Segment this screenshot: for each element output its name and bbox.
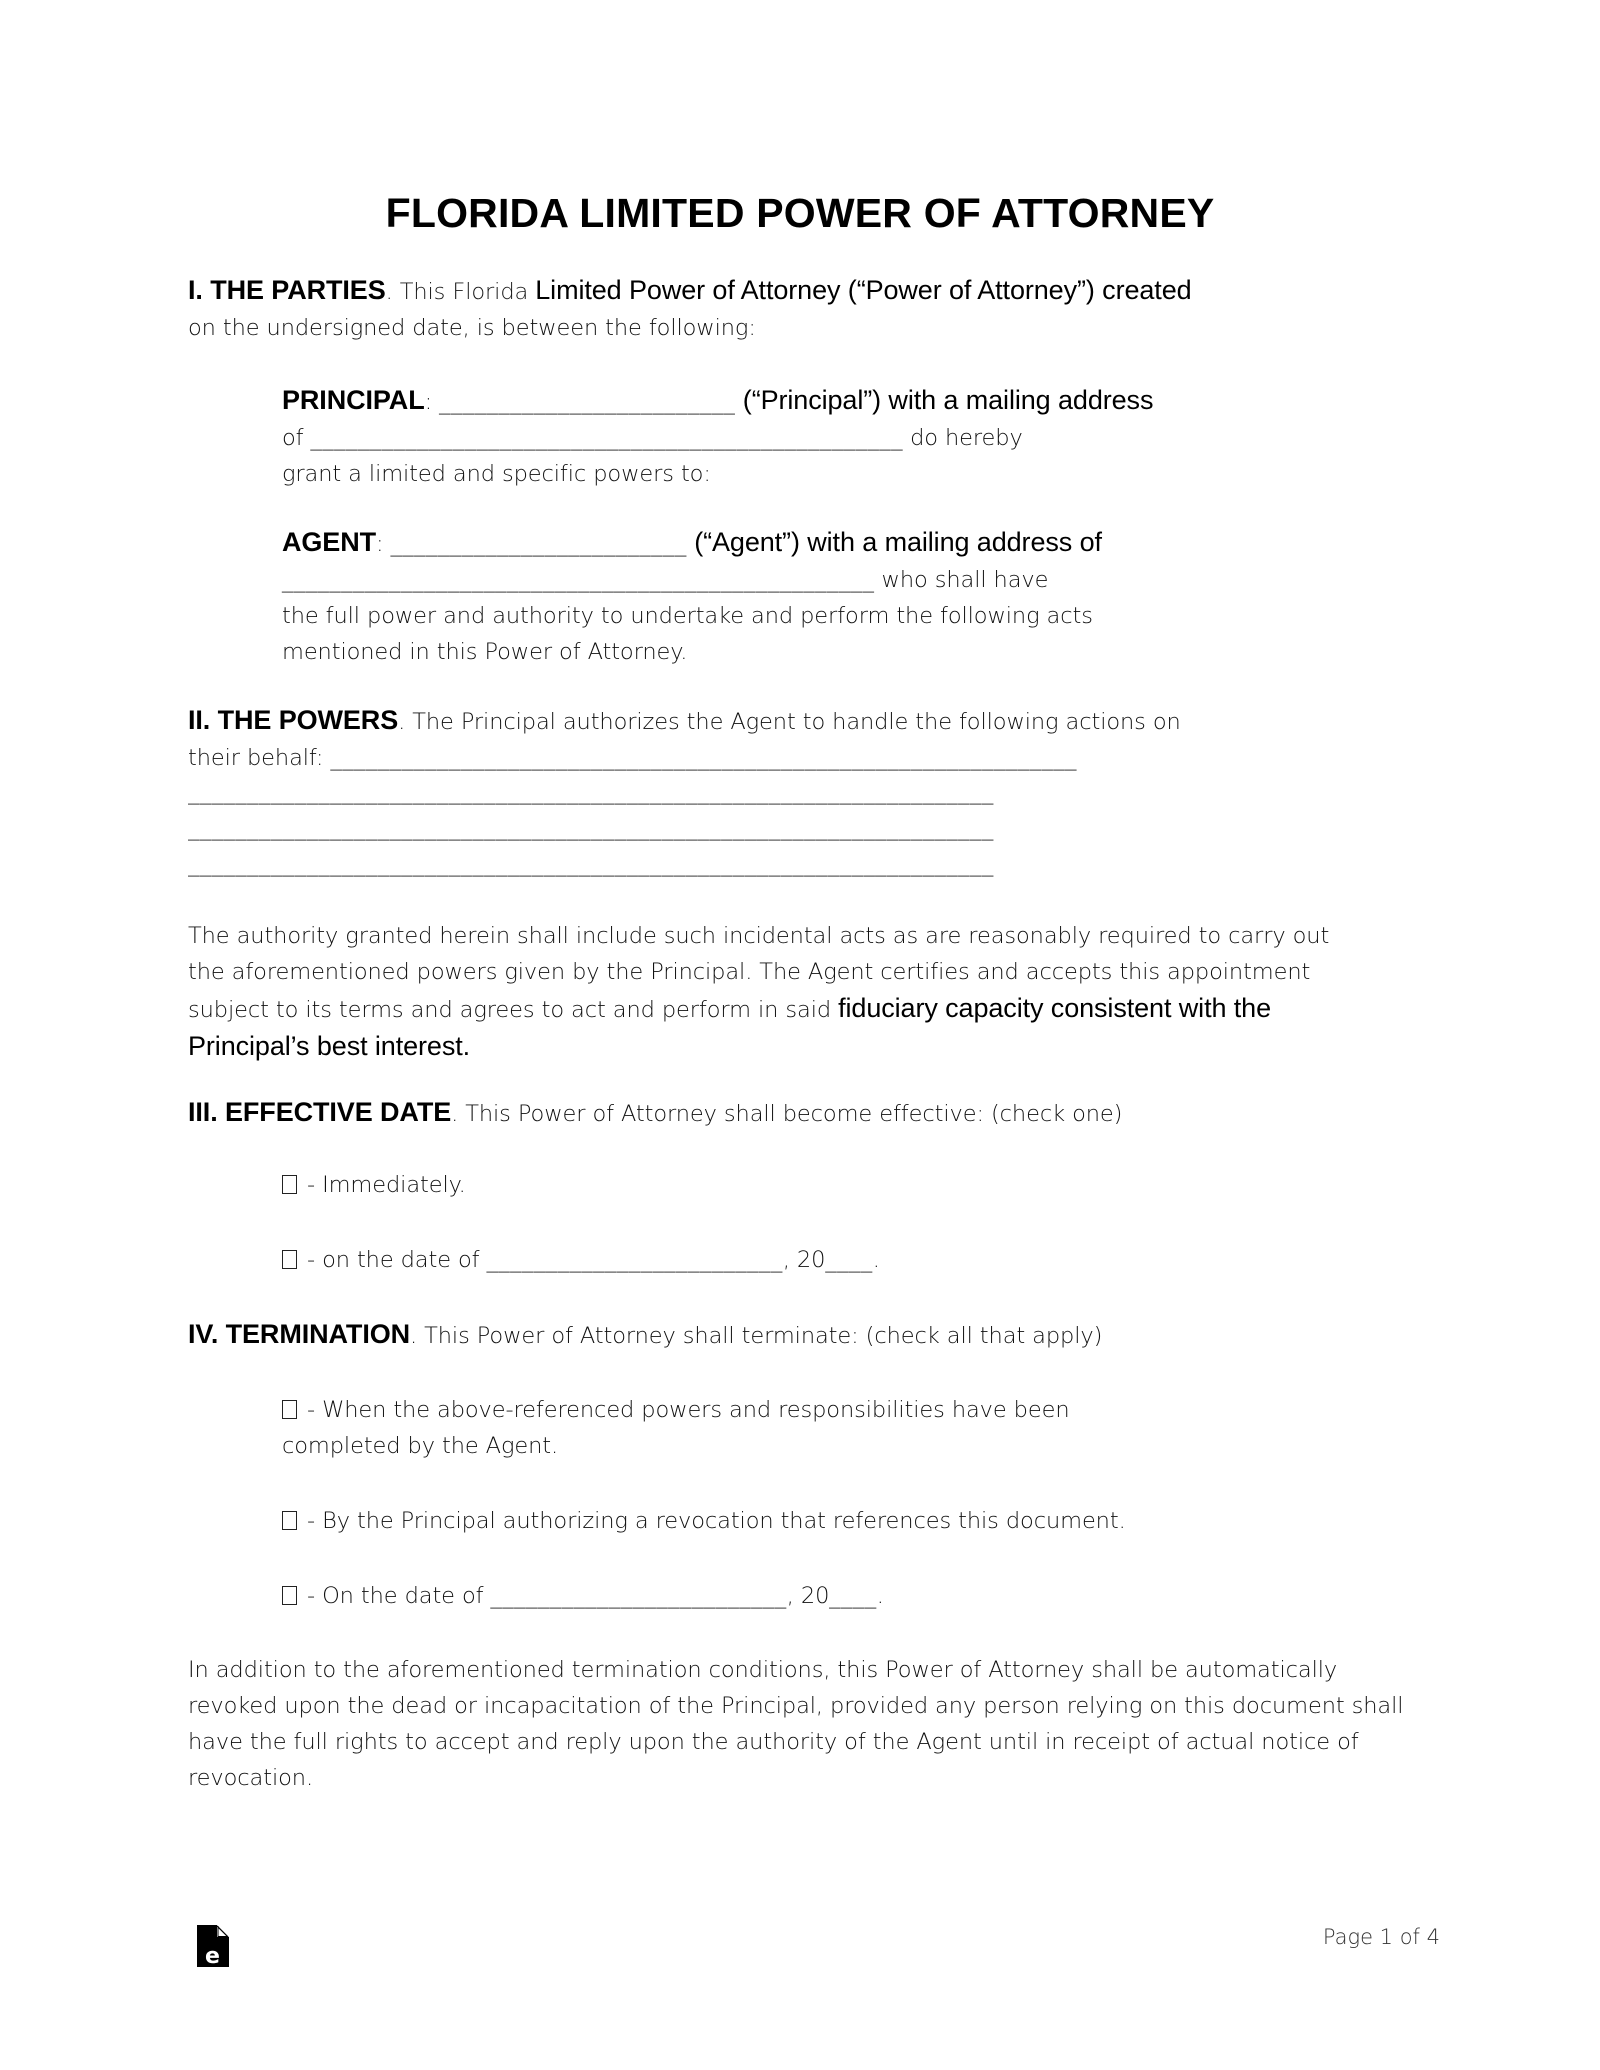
checkbox-termination-completed[interactable] (282, 1400, 297, 1419)
termination-option-revocation: - By the Principal authorizing a revocation that references this document. (282, 1503, 1432, 1539)
effective-option-immediately: - Immediately. (282, 1167, 1432, 1203)
termination-option-date: - On the date of _________________________, 20____. (282, 1578, 1432, 1614)
document-title: FLORIDA LIMITED POWER OF ATTORNEY (385, 190, 1215, 236)
powers-field-line-2[interactable]: ____________________________________________________________________ (188, 779, 994, 805)
termination-closing-paragraph: In addition to the aforementioned termination conditions, this Power of Attorney shall be automatically revoked upon the dead or incapacitation of the Principal, provided any person relying on this document shall have the full rights to accept and reply upon the authority of the Agent until in receipt of actual notice of revocation. (188, 1657, 1404, 1791)
effective-year-field[interactable]: ____ (825, 1247, 873, 1273)
termination-intro: IV. TERMINATION. This Power of Attorney shall terminate: (check all that apply) (188, 1319, 1103, 1349)
principal-address-field[interactable]: __________________________________________________ (310, 425, 904, 451)
principal-block: PRINCIPAL: _________________________ (“Principal”) with a mailing address of __________________________________________________ do hereby grant a limited and specific powers to: (282, 385, 1154, 487)
powers-field-line-3[interactable]: ____________________________________________________________________ (188, 815, 994, 841)
termination-heading: IV. TERMINATION (188, 1319, 411, 1349)
agent-label: AGENT (282, 527, 377, 557)
effective-date-field[interactable]: _________________________ (486, 1247, 783, 1273)
page-number: Page 1 of 4 (1322, 1925, 1440, 1949)
powers-field-line-1[interactable]: _______________________________________________________________ (330, 745, 1078, 771)
checkbox-termination-revocation[interactable] (282, 1511, 297, 1530)
powers-heading: II. THE POWERS (188, 705, 399, 735)
checkbox-termination-on-date[interactable] (282, 1586, 297, 1605)
authority-paragraph: The authority granted herein shall include such incidental acts as are reasonably required to carry out the aforementioned powers given by the Principal. The Agent certifies and accepts this appointment subject to its terms and agrees to act and perform in said fiduciary capacity consistent with the Principal’s best interest. (188, 923, 1330, 1061)
effective-option-date: - on the date of _________________________, 20____. (282, 1242, 1432, 1278)
powers-blank-lines (188, 774, 1438, 882)
parties-heading: I. THE PARTIES (188, 275, 386, 305)
parties-intro: I. THE PARTIES. This Florida Limited Power of Attorney (“Power of Attorney”) created on the undersigned date, is between the following: (188, 275, 1192, 341)
agent-block: AGENT: _________________________ (“Agent”) with a mailing address of __________________________________________________ who shall have the full power and authority to undertake and perform the following acts mentioned in this Power of Attorney. (282, 527, 1102, 665)
principal-name-field[interactable]: _________________________ (439, 389, 736, 415)
termination-option-completed: - When the above-referenced powers and responsibilities have been completed by the Agent. (282, 1397, 1070, 1459)
effective-date-intro: III. EFFECTIVE DATE. This Power of Attorney shall become effective: (check one) (188, 1097, 1123, 1127)
termination-year-field[interactable]: ____ (829, 1583, 877, 1609)
checkbox-effective-immediately[interactable] (282, 1175, 297, 1194)
powers-field-line-4[interactable]: ____________________________________________________________________ (188, 851, 994, 877)
eforms-document-icon (197, 1925, 229, 1967)
powers-block: II. THE POWERS. The Principal authorizes the Agent to handle the following actions on their behalf: _______________________________________________________________ (188, 705, 1181, 771)
effective-date-heading: III. EFFECTIVE DATE (188, 1097, 452, 1127)
principal-label: PRINCIPAL (282, 385, 425, 415)
agent-address-field[interactable]: __________________________________________________ (282, 567, 875, 593)
svg-text:e: e (205, 1944, 220, 1967)
termination-date-field[interactable]: _________________________ (490, 1583, 787, 1609)
checkbox-effective-on-date[interactable] (282, 1250, 297, 1269)
agent-name-field[interactable]: _________________________ (390, 531, 687, 557)
